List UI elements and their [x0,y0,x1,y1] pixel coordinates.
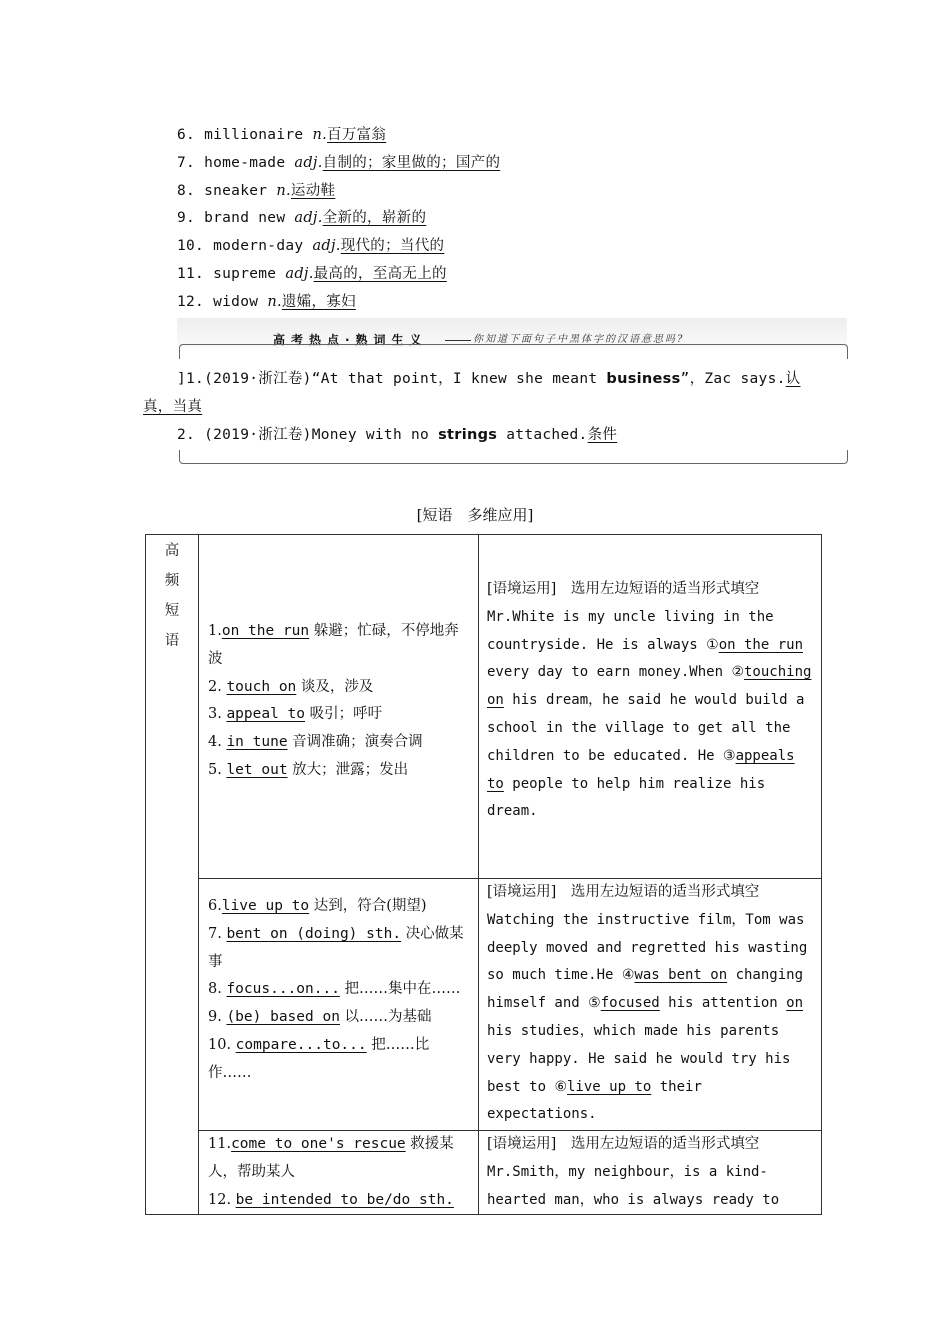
blank-answer: on the run [718,636,804,653]
context-3 [479,1131,822,1215]
phrase-list-2 [199,879,479,1131]
vocab-num: 10. [177,238,205,255]
bold-word: strings [438,427,498,443]
vocab-num: 9. [177,210,196,227]
vocab-word: widow [213,293,259,310]
bracket-bottom [179,450,848,464]
vocab-meaning: 百万富翁 [327,127,387,143]
phrase: on the run [221,623,310,639]
blank-marker: ③ [723,747,736,764]
vocab-item [177,206,426,227]
phrase-num: 1. [208,623,222,639]
context-label: [语境运用] 选用左边短语的适当形式填空 [487,884,760,900]
phrase-item [208,618,470,674]
blank-marker: ① [706,636,719,653]
phrase-num: 3. [208,706,227,723]
phrase-meaning: 音调准确；演奏合调 [287,734,423,751]
vocab-item [177,151,500,172]
blank-answer: touching on [487,664,812,709]
vocab-item [177,234,444,255]
vocab-word: home-made [204,154,286,171]
vocab-num: 8. [177,182,196,199]
bracket-top [179,344,848,359]
context-label: [语境运用] 选用左边短语的适当形式填空 [487,1136,760,1152]
phrase-meaning: 谈及，涉及 [296,678,374,695]
passage-text: every day to earn money.When [487,664,732,681]
phrase-item [208,1032,470,1088]
passage-text: Watching the instructive film，Tom was deeply moved and regretted his wasting so much time.He [487,911,808,984]
vocab-pos: adj. [312,238,341,255]
phrase-item [208,893,470,921]
blank-marker: ④ [621,967,635,984]
phrase-meaning: 吸引；呼吁 [305,706,383,723]
vocab-meaning: 运动鞋 [290,182,336,199]
phrase-meaning: 以……为基础 [339,1009,432,1026]
phrase: come to one's rescue [231,1136,406,1152]
passage-text: their expectations. [487,1078,702,1123]
category-char: 短 [164,603,180,619]
context-label: [语境运用] 选用左边短语的适当形式填空 [487,581,760,597]
phrase-item [208,1004,470,1032]
phrase-item [208,1131,470,1187]
blank-answer: live up to [567,1078,652,1095]
phrase-item [208,757,470,785]
phrase-num: 7. [208,925,227,942]
phrase: let out [226,761,288,778]
vocab-meaning: 自制的；家里做的；国产的 [322,154,501,171]
phrase: focus...on... [226,981,340,998]
phrase-num: 12. [208,1191,236,1208]
blank-answer: appeals to [487,747,795,792]
phrase: in tune [226,734,288,751]
phrase-list-1 [199,535,479,879]
vocab-pos: n. [267,293,282,310]
passage-text: changing himself and [487,967,803,1012]
blank-answer: was bent on [634,967,728,984]
section-title: [短语 多维应用] [416,506,534,524]
vocab-item [177,179,335,200]
answer: 条件 [587,427,618,443]
phrase: be intended to be/do sth. [235,1191,454,1208]
passage-text: his dream，he said he would build a school in the village to get all the children to be educated. He [487,692,805,764]
phrase-item [208,729,470,757]
vocab-pos: adj. [294,154,323,171]
phrase: bent on (doing) sth. [226,925,402,942]
passage-text: his attention [659,995,787,1012]
vocab-word: modern-day [213,238,304,255]
phrase-item [208,921,470,977]
hot-sentence-2 [177,423,617,444]
phrase-num: 2. [208,678,227,695]
phrase: appeal to [226,706,306,723]
sentence-text: 2. (2019·浙江卷)Money with no [177,427,439,443]
context-2 [479,879,822,1131]
phrase-meaning: 把……集中在…… [339,981,461,998]
vocab-meaning: 最高的，至高无上的 [313,266,447,282]
phrase: compare...to... [235,1036,367,1053]
blank-answer: focused [600,995,660,1012]
vocab-item [177,123,386,144]
phrase: touch on [226,678,297,695]
banner-rule [445,340,471,341]
bold-word: business [606,371,681,387]
category-char: 频 [164,573,180,589]
phrase-num: 9. [208,1009,227,1026]
phrase-item [208,1187,470,1215]
vocab-num: 6. [177,127,196,143]
phrase-num: 11. [208,1136,232,1152]
passage-text: Mr.White is my uncle living in the countryside. He is always [487,608,774,653]
phrase-meaning: 把……比作…… [208,1036,430,1081]
phrase-item [208,976,470,1004]
vocab-word: supreme [213,266,277,282]
phrase-num: 10. [208,1036,236,1053]
vocab-pos: adj. [285,266,314,282]
vocab-item [177,290,356,311]
context-passage [487,1159,813,1215]
blank-answer: on [786,995,804,1012]
phrase-item [208,674,470,702]
vocab-pos: adj. [294,210,323,227]
passage-text: people to help him realize his dream. [487,775,766,820]
phrase-meaning: 救援某人，帮助某人 [208,1136,454,1180]
phrase-item [208,701,470,729]
vocab-num: 11. [177,266,205,282]
hot-sentence-1-cont [143,395,202,416]
vocab-meaning: 遗孀，寡妇 [281,293,356,310]
vocab-word: sneaker [204,182,268,199]
category-char: 高 [164,543,180,559]
context-passage [487,907,813,1129]
blank-marker: ⑤ [588,995,601,1012]
phrase: live up to [221,898,310,914]
vocab-word: millionaire [204,127,304,143]
category-char: 语 [164,633,180,649]
category-cell [146,535,199,1215]
vocab-pos: n. [276,182,291,199]
sentence-text: ”，Zac says. [680,371,786,387]
phrase-num: 4. [208,734,227,751]
vocab-num: 12. [177,293,205,310]
phrase-meaning: 放大；泄露；发出 [287,761,409,778]
vocab-word: brand new [204,210,286,227]
phrase-num: 6. [208,898,222,914]
vocab-pos: n. [312,127,328,143]
passage-text: his studies，which made his parents very happy. He said he would try his best to [487,1022,791,1095]
vocab-meaning: 全新的，崭新的 [322,210,427,227]
passage-text: Mr.Smith，my neighbour，is a kind-hearted man，who is always ready to [487,1163,780,1208]
phrase-num: 5. [208,761,227,778]
blank-marker: ② [731,664,744,681]
phrase-meaning: 决心做某事 [208,925,464,970]
context-1 [479,535,822,879]
vocab-num: 7. [177,154,196,171]
blank-marker: ⑥ [554,1078,567,1095]
phrase-meaning: 达到，符合(期望) [309,898,427,914]
sentence-text: ]1.(2019·浙江卷)“At that point，I knew she meant [177,371,607,387]
phrase: (be) based on [226,1009,340,1026]
banner-subtitle: 你知道下面句子中黑体字的汉语意思吗? [473,334,685,345]
phrase-meaning: 躲避；忙碌，不停地奔波 [208,623,459,667]
hot-sentence-1 [177,367,800,388]
sentence-text: attached. [497,427,588,443]
answer: 真，当真 [143,399,203,415]
vocab-meaning: 现代的；当代的 [340,238,445,255]
phrase-num: 8. [208,981,227,998]
answer: 认 [785,371,801,387]
context-passage [487,604,813,826]
vocab-item [177,262,447,283]
phrase-table [145,534,822,1215]
banner-title: 高考热点·熟词生义 [273,333,428,347]
phrase-list-3 [199,1131,479,1215]
